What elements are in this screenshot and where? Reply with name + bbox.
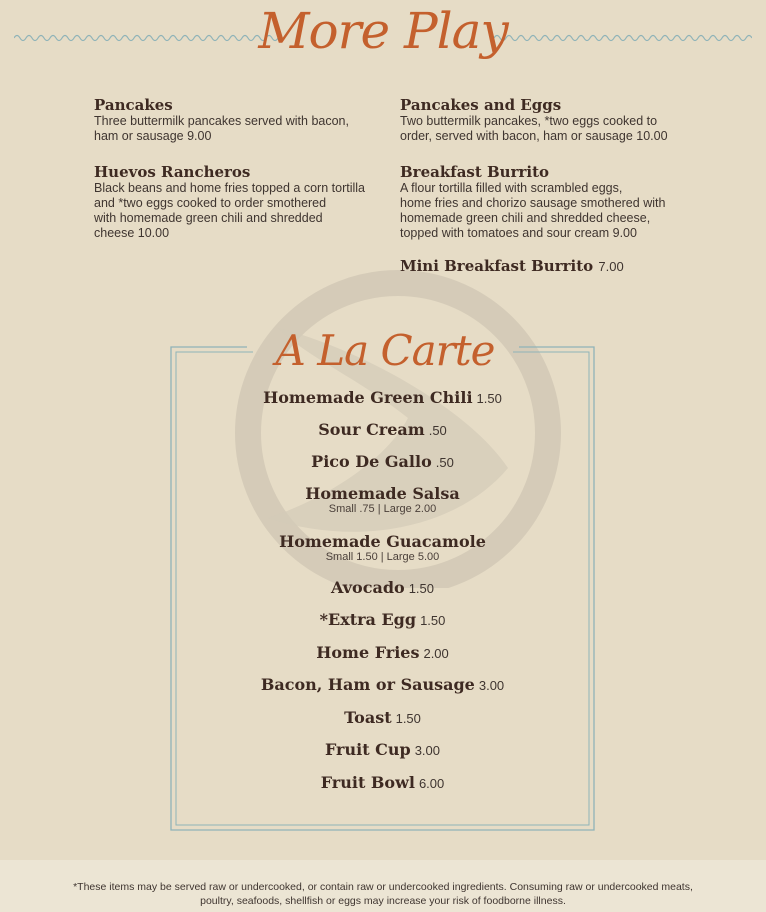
section-title-more-play: More Play bbox=[258, 2, 508, 60]
item-sizes: Small 1.50 | Large 5.00 bbox=[325, 551, 440, 563]
item-description: Black beans and home fries topped a corn tortilla and *two eggs cooked to order smothered with homemade green chili and shredded cheese 10.00 bbox=[94, 181, 365, 240]
item-price: 1.50 bbox=[420, 613, 446, 628]
item-name: Fruit Bowl bbox=[320, 773, 415, 792]
carte-item-green-chili bbox=[169, 388, 596, 420]
carte-item-toast bbox=[169, 708, 596, 740]
footer-disclaimer: *These items may be served raw or undercooked, or contain raw or undercooked ingredients. Consuming raw or undercooked meats, poultry, seafoods, shellfish or eggs may increase your risk of foodborne illness. bbox=[73, 881, 693, 907]
item-name: Homemade Salsa bbox=[305, 484, 460, 503]
carte-item-avocado bbox=[169, 578, 596, 610]
item-price: .50 bbox=[428, 423, 447, 438]
item-name: Toast bbox=[344, 708, 392, 727]
carte-item-sour-cream bbox=[169, 420, 596, 452]
item-name: Home Fries bbox=[316, 643, 420, 662]
section-title-a-la-carte: A La Carte bbox=[275, 326, 495, 375]
item-name: Huevos Rancheros bbox=[94, 163, 251, 181]
carte-item-extra-egg bbox=[169, 610, 596, 643]
item-price: 6.00 bbox=[418, 776, 445, 791]
item-name: Breakfast Burrito bbox=[400, 163, 550, 181]
item-name: Sour Cream bbox=[318, 420, 425, 439]
item-price: 2.00 bbox=[423, 646, 449, 661]
item-name: Pancakes and Eggs bbox=[400, 96, 562, 114]
menu-item-mini-breakfast-burrito bbox=[400, 257, 720, 276]
item-price: 3.00 bbox=[478, 678, 505, 693]
item-name: *Extra Egg bbox=[319, 610, 417, 629]
item-sizes: Small .75 | Large 2.00 bbox=[328, 503, 437, 515]
item-price: 3.00 bbox=[414, 743, 441, 758]
carte-item-homemade-salsa bbox=[169, 484, 596, 532]
item-description: A flour tortilla filled with scrambled eggs, home fries and chorizo sausage smothered with homemade green chili and shredded cheese, topped with tomatoes and sour cream 9.00 bbox=[400, 181, 666, 240]
item-name: Homemade Green Chili bbox=[263, 388, 473, 407]
item-name bbox=[400, 257, 720, 276]
menu-item-breakfast-burrito bbox=[400, 163, 720, 241]
item-name: Pico De Gallo bbox=[311, 452, 432, 471]
carte-item-home-fries bbox=[169, 643, 596, 675]
carte-item-homemade-guacamole bbox=[169, 532, 596, 578]
menu-item-pancakes-and-eggs bbox=[400, 96, 720, 144]
a-la-carte-list bbox=[169, 388, 596, 805]
item-name: Avocado bbox=[330, 578, 405, 597]
carte-item-bacon-ham-sausage bbox=[169, 675, 596, 708]
item-description: Two buttermilk pancakes, *two eggs cooked to order, served with bacon, ham or sausage 10.00 bbox=[400, 114, 668, 143]
carte-item-pico-de-gallo bbox=[169, 452, 596, 484]
item-price: 1.50 bbox=[408, 581, 434, 596]
item-name: Homemade Guacamole bbox=[279, 532, 486, 551]
item-name: Pancakes bbox=[94, 96, 173, 114]
item-price: .50 bbox=[435, 455, 454, 470]
carte-item-fruit-cup bbox=[169, 740, 596, 773]
item-name: Bacon, Ham or Sausage bbox=[260, 675, 475, 694]
carte-item-fruit-bowl bbox=[169, 773, 596, 805]
item-price: 7.00 bbox=[598, 259, 624, 274]
item-name: Fruit Cup bbox=[324, 740, 411, 759]
menu-item-huevos-rancheros bbox=[94, 163, 394, 241]
item-description: Three buttermilk pancakes served with bacon, ham or sausage 9.00 bbox=[94, 114, 349, 143]
item-price: 1.50 bbox=[395, 711, 421, 726]
item-price: 1.50 bbox=[476, 391, 502, 406]
menu-item-pancakes bbox=[94, 96, 384, 144]
item-name-text: Mini Breakfast Burrito bbox=[400, 257, 594, 275]
